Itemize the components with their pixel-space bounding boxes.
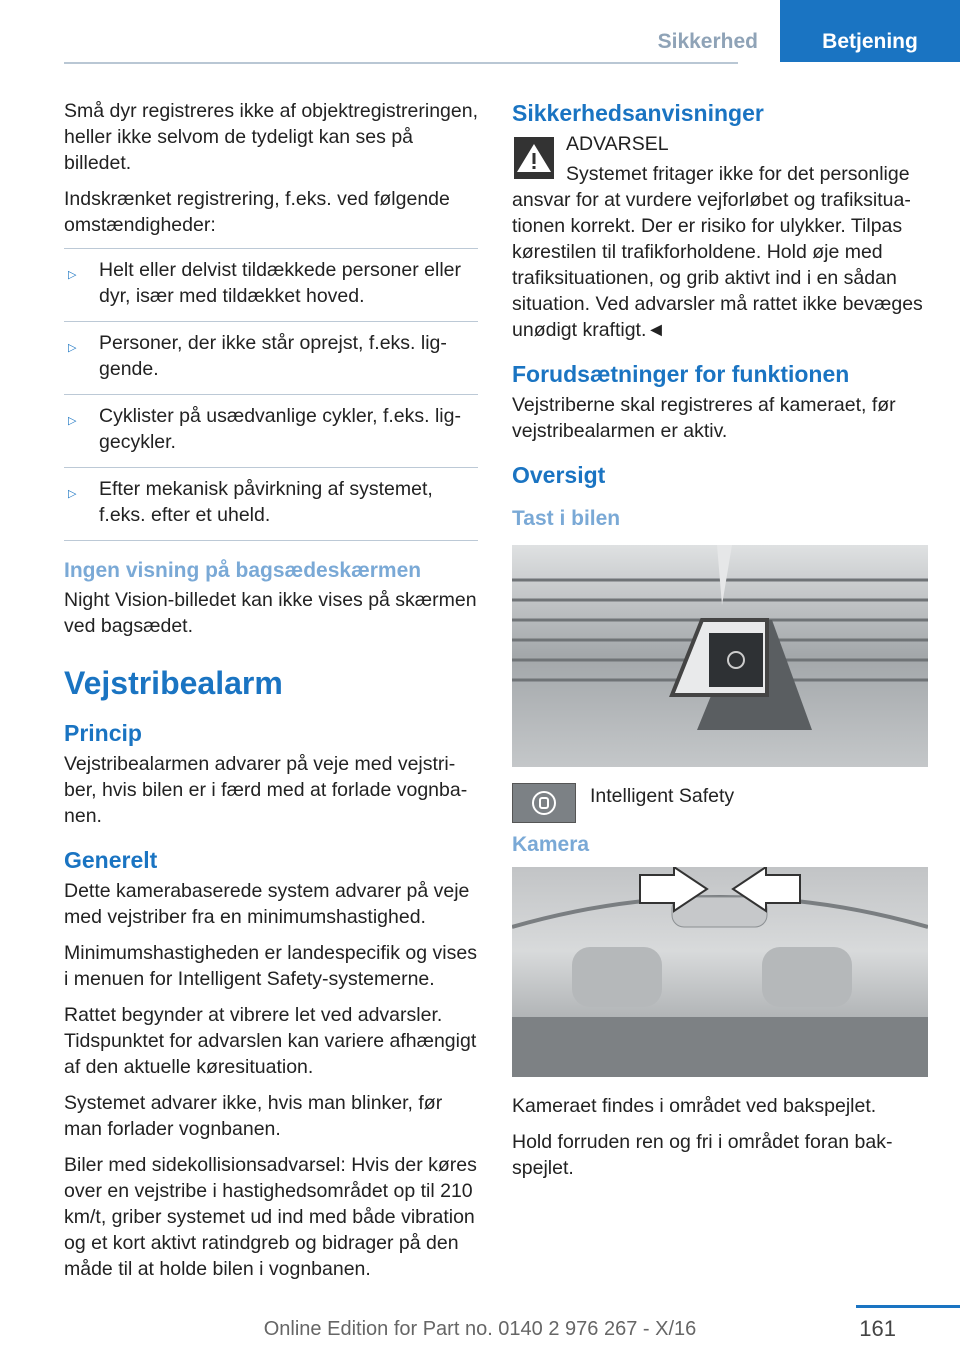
paragraph: Minimumshastigheden er landespecifik og vises i menuen for Intelligent Safety-systemerne. <box>64 942 477 990</box>
heading-button: Tast i bilen <box>512 507 621 530</box>
list-item: ▷ Helt eller delvist tildækkede personer eller dyr, især med tildækket hoved. <box>64 248 478 322</box>
paragraph: Hold forruden ren og fri i området foran bakspejlet. <box>512 1131 893 1179</box>
paragraph: Kameraet findes i området ved bakspejlet. <box>512 1095 877 1117</box>
warning-title: ADVARSEL <box>566 133 669 155</box>
paragraph: Indskrænket registrering, f.eks. ved følgende omstændigheder: <box>64 188 450 236</box>
heading-princip: Princip <box>64 720 142 746</box>
paragraph: Vejstriberne skal registreres af kameraet, før vejstribealarmen er aktiv. <box>512 394 896 442</box>
paragraph: Små dyr registreres ikke af objektregistreringen, heller ikke selvom de tydeligt kan ses på billedet. <box>64 100 479 174</box>
header-tabs <box>636 0 960 62</box>
legend-label: Intelligent Safety <box>590 785 735 807</box>
page-number-rule <box>856 1305 960 1308</box>
legend-row <box>512 783 928 823</box>
heading-rear-display: Ingen visning på bagsædeskærmen <box>64 559 422 582</box>
triangle-bullet-icon: ▷ <box>68 415 77 427</box>
warning-triangle-icon <box>514 137 554 179</box>
warning-text: Systemet fritager ikke for det personlige ansvar for at vurdere vejforløbet og trafiksituationen korrekt. Der er risiko for ulykker. Tilpas kørestilen til trafikforholdene. Hold øje med trafiksituationen, og grib aktivt ind i en sådan situation. Ved advarsler må rattet ikke bevæges unødigt kraftigt.◄ <box>512 163 923 341</box>
heading-conditions: Forudsætninger for funktionen <box>512 361 850 387</box>
header-rule <box>64 62 738 64</box>
tab-betjening[interactable]: Betjening <box>780 0 960 62</box>
paragraph: Biler med sidekollisionsadvarsel: Hvis der køres over en vejstribe i hastighedsområdet op til 210 km/t, griber systemet ud ind med både vibration og et kort aktivt ratindgreb og bidrager på den måde til at holde bilen i vognbanen. <box>64 1154 477 1280</box>
paragraph: Rattet begynder at vibrere let ved advarsler. Tidspunktet for advarslen kan variere afhængigt af den aktuelle køresituation. <box>64 1004 477 1078</box>
right-column <box>512 98 928 1191</box>
bullet-list <box>64 248 478 541</box>
heading-safety: Sikkerhedsanvisninger <box>512 100 764 126</box>
heading-generelt: Generelt <box>64 847 158 873</box>
section-title: Vejstribealarm <box>64 665 283 701</box>
list-item: ▷ Efter mekanisk påvirkning af systemet, f.eks. efter et uheld. <box>64 468 478 541</box>
list-item: ▷ Personer, der ikke står oprejst, f.eks. liggende. <box>64 322 478 395</box>
paragraph: Dette kamerabaserede system advarer på veje med vejstriber fra en minimumshastighed. <box>64 880 470 928</box>
intelligent-safety-button-icon <box>512 783 576 823</box>
paragraph: Vejstribealarmen advarer på veje med vejstriber, hvis bilen er i færd med at forlade vognbanen. <box>64 753 468 827</box>
tab-sikkerhed[interactable]: Sikkerhed <box>657 30 758 53</box>
footer-edition: Online Edition for Part no. 0140 2 976 267 - X/16 <box>263 1318 697 1340</box>
triangle-bullet-icon: ▷ <box>68 269 77 281</box>
triangle-bullet-icon: ▷ <box>68 488 77 500</box>
camera-photo <box>512 867 928 1077</box>
triangle-bullet-icon: ▷ <box>68 342 77 354</box>
left-column <box>64 98 478 1292</box>
paragraph: Systemet advarer ikke, hvis man blinker, før man forlader vognbanen. <box>64 1092 443 1140</box>
heading-camera: Kamera <box>512 833 590 856</box>
page-number: 161 <box>859 1316 896 1341</box>
list-item: ▷ Cyklister på usædvanlige cykler, f.eks. liggecykler. <box>64 395 478 468</box>
paragraph: Night Vision-billedet kan ikke vises på skærmen ved bagsædet. <box>64 589 477 637</box>
heading-overview: Oversigt <box>512 462 606 488</box>
warning-box <box>512 131 928 343</box>
button-photo <box>512 545 928 767</box>
